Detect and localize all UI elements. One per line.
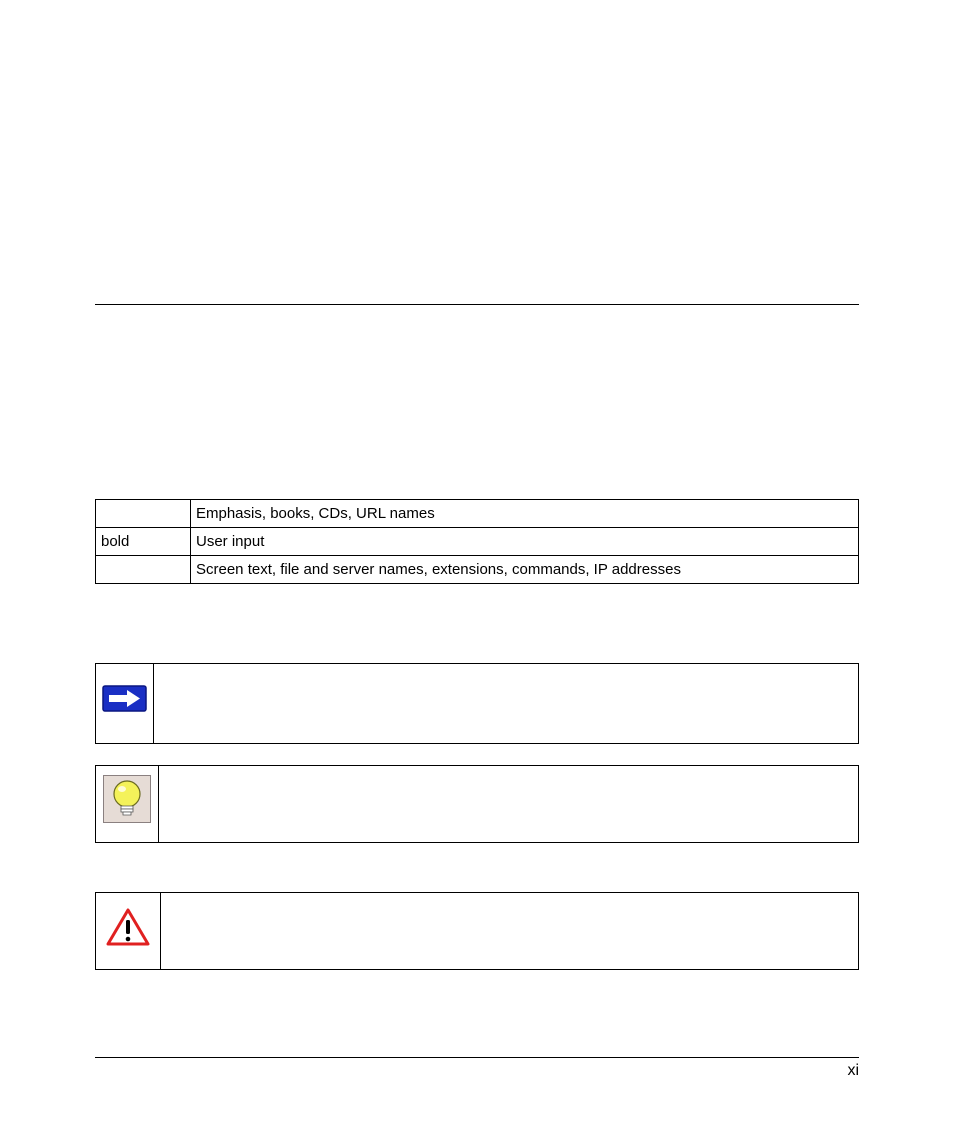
table-row (96, 528, 859, 556)
format-cell: bold (96, 528, 191, 556)
header-rule (95, 304, 859, 305)
description-cell: Emphasis, books, CDs, URL names (191, 500, 859, 528)
tip-text (159, 766, 858, 842)
warning-icon-cell (96, 893, 161, 969)
note-icon-cell (96, 664, 154, 743)
warning-text (161, 893, 858, 969)
format-cell (96, 556, 191, 584)
description-cell: User input (191, 528, 859, 556)
warning-triangle-icon (105, 907, 151, 947)
warning-callout (95, 892, 859, 970)
page-number: xi (847, 1062, 859, 1079)
arrow-right-icon (102, 685, 147, 712)
format-cell (96, 500, 191, 528)
footer-rule (95, 1057, 859, 1058)
note-callout (95, 663, 859, 744)
table-row (96, 500, 859, 528)
typography-conventions-table (95, 499, 859, 584)
table-row (96, 556, 859, 584)
lightbulb-icon (103, 775, 151, 823)
description-cell: Screen text, file and server names, extensions, commands, IP addresses (191, 556, 859, 584)
tip-icon-cell (96, 766, 159, 842)
tip-callout (95, 765, 859, 843)
note-text (154, 664, 858, 743)
